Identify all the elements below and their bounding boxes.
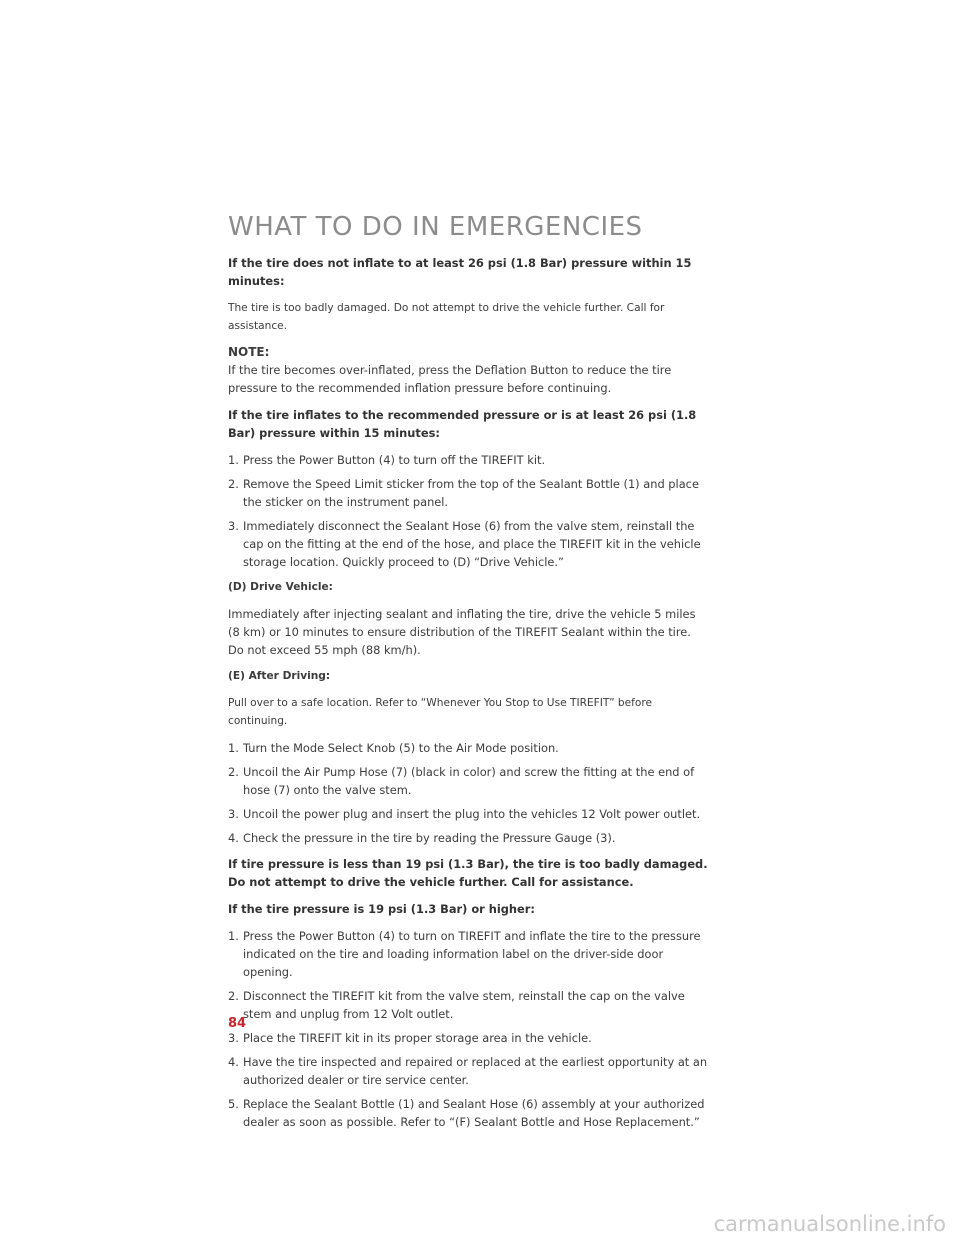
section-title: WHAT TO DO IN EMERGENCIES: [228, 212, 643, 242]
subhead-drive-vehicle: (D) Drive Vehicle:: [228, 581, 333, 593]
note-label: NOTE:: [228, 345, 270, 359]
list-item: 4. Have the tire inspected and repaired or replaced at the earliest opportunity at an authorized dealer or tire service center.: [228, 1055, 708, 1087]
list-item: 1. Turn the Mode Select Knob (5) to the Air Mode position.: [228, 741, 559, 755]
heading-inflates: If the tire inflates to the recommended pressure or is at least 26 psi (1.8 Bar) pressure within 15 minutes:: [228, 408, 697, 440]
list-item: 4. Check the pressure in the tire by reading the Pressure Gauge (3).: [228, 831, 616, 845]
list-item: 1. Press the Power Button (4) to turn off the TIREFIT kit.: [228, 453, 546, 467]
list-item: 3. Uncoil the power plug and insert the plug into the vehicles 12 Volt power outlet.: [228, 807, 701, 821]
manual-page: [228, 212, 708, 1139]
list-item: 2. Uncoil the Air Pump Hose (7) (black in color) and screw the fitting at the end of hose (7) onto the valve stem.: [228, 765, 695, 797]
list-item: 2. Remove the Speed Limit sticker from the top of the Sealant Bottle (1) and place the sticker on the instrument panel.: [228, 477, 699, 509]
watermark: carmanualsonline.info: [713, 1212, 946, 1236]
paragraph-drive-vehicle: Immediately after injecting sealant and inflating the tire, drive the vehicle 5 miles (8 km) or 10 minutes to ensure distribution of the TIREFIT Sealant within the tire. Do not exceed 55 mph (88 km/h).: [228, 607, 696, 657]
heading-higher-pressure: If the tire pressure is 19 psi (1.3 Bar) or higher:: [228, 902, 535, 916]
heading-not-inflate: If the tire does not inflate to at least 26 psi (1.8 Bar) pressure within 15 minutes:: [228, 256, 692, 288]
list-item: 3. Immediately disconnect the Sealant Hose (6) from the valve stem, reinstall the cap on the fitting at the end of the hose, and place the TIREFIT kit in the vehicle storage location. Quickly proceed to (D) “Drive Vehicle.”: [228, 519, 701, 569]
paragraph-after-driving: Pull over to a safe location. Refer to “Whenever You Stop to Use TIREFIT” before continuing.: [228, 697, 653, 727]
paragraph-badly-damaged: The tire is too badly damaged. Do not attempt to drive the vehicle further. Call for assistance.: [228, 302, 665, 332]
subhead-after-driving: (E) After Driving:: [228, 670, 331, 682]
list-item: 5. Replace the Sealant Bottle (1) and Sealant Hose (6) assembly at your authorized dealer as soon as possible. Refer to “(F) Sealant Bottle and Hose Replacement.”: [228, 1097, 705, 1129]
list-item: 3. Place the TIREFIT kit in its proper storage area in the vehicle.: [228, 1031, 592, 1045]
steps-list-2: [228, 739, 708, 847]
steps-list-1: [228, 451, 708, 571]
steps-list-3: [228, 927, 708, 1131]
heading-low-pressure: If tire pressure is less than 19 psi (1.3 Bar), the tire is too badly damaged. Do not attempt to drive the vehicle further. Call for assistance.: [228, 857, 708, 889]
list-item: 1. Press the Power Button (4) to turn on TIREFIT and inflate the tire to the pressure indicated on the tire and loading information label on the driver-side door opening.: [228, 929, 701, 979]
note-text: If the tire becomes over-inflated, press the Deflation Button to reduce the tire pressure to the recommended inflation pressure before continuing.: [228, 363, 672, 395]
page-number: 84: [228, 1016, 247, 1031]
list-item: 2. Disconnect the TIREFIT kit from the valve stem, reinstall the cap on the valve stem and unplug from 12 Volt outlet.: [228, 989, 685, 1021]
